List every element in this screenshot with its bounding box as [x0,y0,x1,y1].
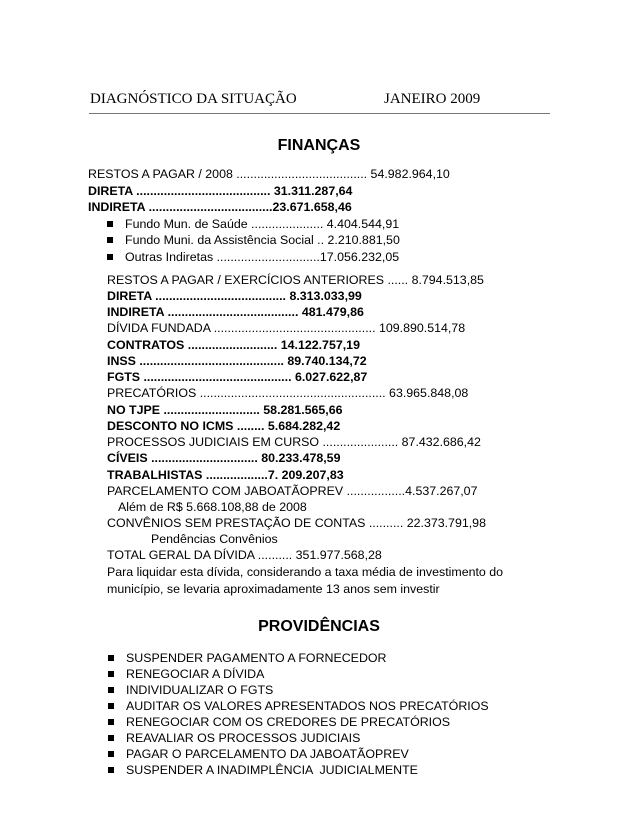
providencia-item: INDIVIDUALIZAR O FGTS [126,683,274,697]
civeis: CÍVEIS ............................... 80.233.478,59 [107,451,341,465]
providencia-item: RENEGOCIAR A DÍVIDA [126,667,265,681]
bullet-outras-indiretas: Outras Indiretas ..............................17.056.232,05 [125,250,400,264]
direta-anteriores: DIRETA ...................................... 8.313.033,99 [107,289,362,303]
providencia-item: PAGAR O PARCELAMENTO DA JABOATÃOPREV [126,747,409,761]
providencia-item: AUDITAR OS VALORES APRESENTADOS NOS PRECATÓRIOS [126,699,489,713]
direta: DIRETA ....................................... 31.311.287,64 [88,184,353,198]
parcelamento: PARCELAMENTO COM JABOATÃOPREV .................4.537.267,07 [107,484,478,498]
no-tjpe: NO TJPE ............................ 58.281.565,66 [107,403,343,417]
financas-heading: FINANÇAS [277,137,361,154]
providencia-item: SUSPENDER A INADIMPLÊNCIA JUDICIALMENTE [126,763,418,777]
header-rule [89,113,550,114]
providencia-item: RENEGOCIAR COM OS CREDORES DE PRECATÓRIOS [126,715,451,729]
providencia-item: REAVALIAR OS PROCESSOS JUDICIAIS [126,731,361,745]
bullet-fundo-assistencia: Fundo Muni. da Assistência Social .. 2.210.881,50 [125,233,400,247]
divida-fundada: DÍVIDA FUNDADA ............................................... 109.890.514,78 [107,321,466,335]
bullet-fundo-saude: Fundo Mun. de Saúde ..................... 4.404.544,91 [125,217,400,231]
processos-judiciais: PROCESSOS JUDICIAIS EM CURSO ...................... 87.432.686,42 [107,435,481,449]
total-geral: TOTAL GERAL DA DÍVIDA .......... 351.977.568,28 [107,548,382,562]
header-title: DIAGNÓSTICO DA SITUAÇÃO [90,91,297,107]
precatorios: PRECATÓRIOS ...................................................... 63.965.848,08 [107,386,469,400]
trabalhistas: TRABALHISTAS ..................7. 209.207,83 [107,468,344,482]
desconto-icms: DESCONTO NO ICMS ........ 5.684.282,42 [107,419,341,433]
indireta-anteriores: INDIRETA ...................................... 481.479,86 [107,305,364,319]
pendencias-convenios: Pendências Convênios [151,532,278,546]
fgts: FGTS ........................................... 6.027.622,87 [107,370,368,384]
contratos: CONTRATOS .......................... 14.122.757,19 [107,338,360,352]
indireta: INDIRETA ....................................23.671.658,46 [88,200,352,214]
header-date: JANEIRO 2009 [384,91,481,107]
providencias-heading: PROVIDÊNCIAS [258,618,380,635]
document-header [90,91,550,108]
restos-2008: RESTOS A PAGAR / 2008 ...................................... 54.982.964,10 [88,167,450,181]
inss: INSS .......................................... 89.740.134,72 [107,354,367,368]
restos-anteriores: RESTOS A PAGAR / EXERCÍCIOS ANTERIORES ...... 8.794.513,85 [107,273,484,287]
alem-2008: Além de R$ 5.668.108,88 de 2008 [118,500,307,514]
providencia-item: SUSPENDER PAGAMENTO A FORNECEDOR [126,651,387,665]
convenios: CONVÊNIOS SEM PRESTAÇÃO DE CONTAS .......... 22.373.791,98 [107,516,486,530]
liquidation-paragraph: Para liquidar esta dívida, considerando a taxa média de investimento do município, se levaria aproximadamente 13 anos sem investir [107,565,504,596]
